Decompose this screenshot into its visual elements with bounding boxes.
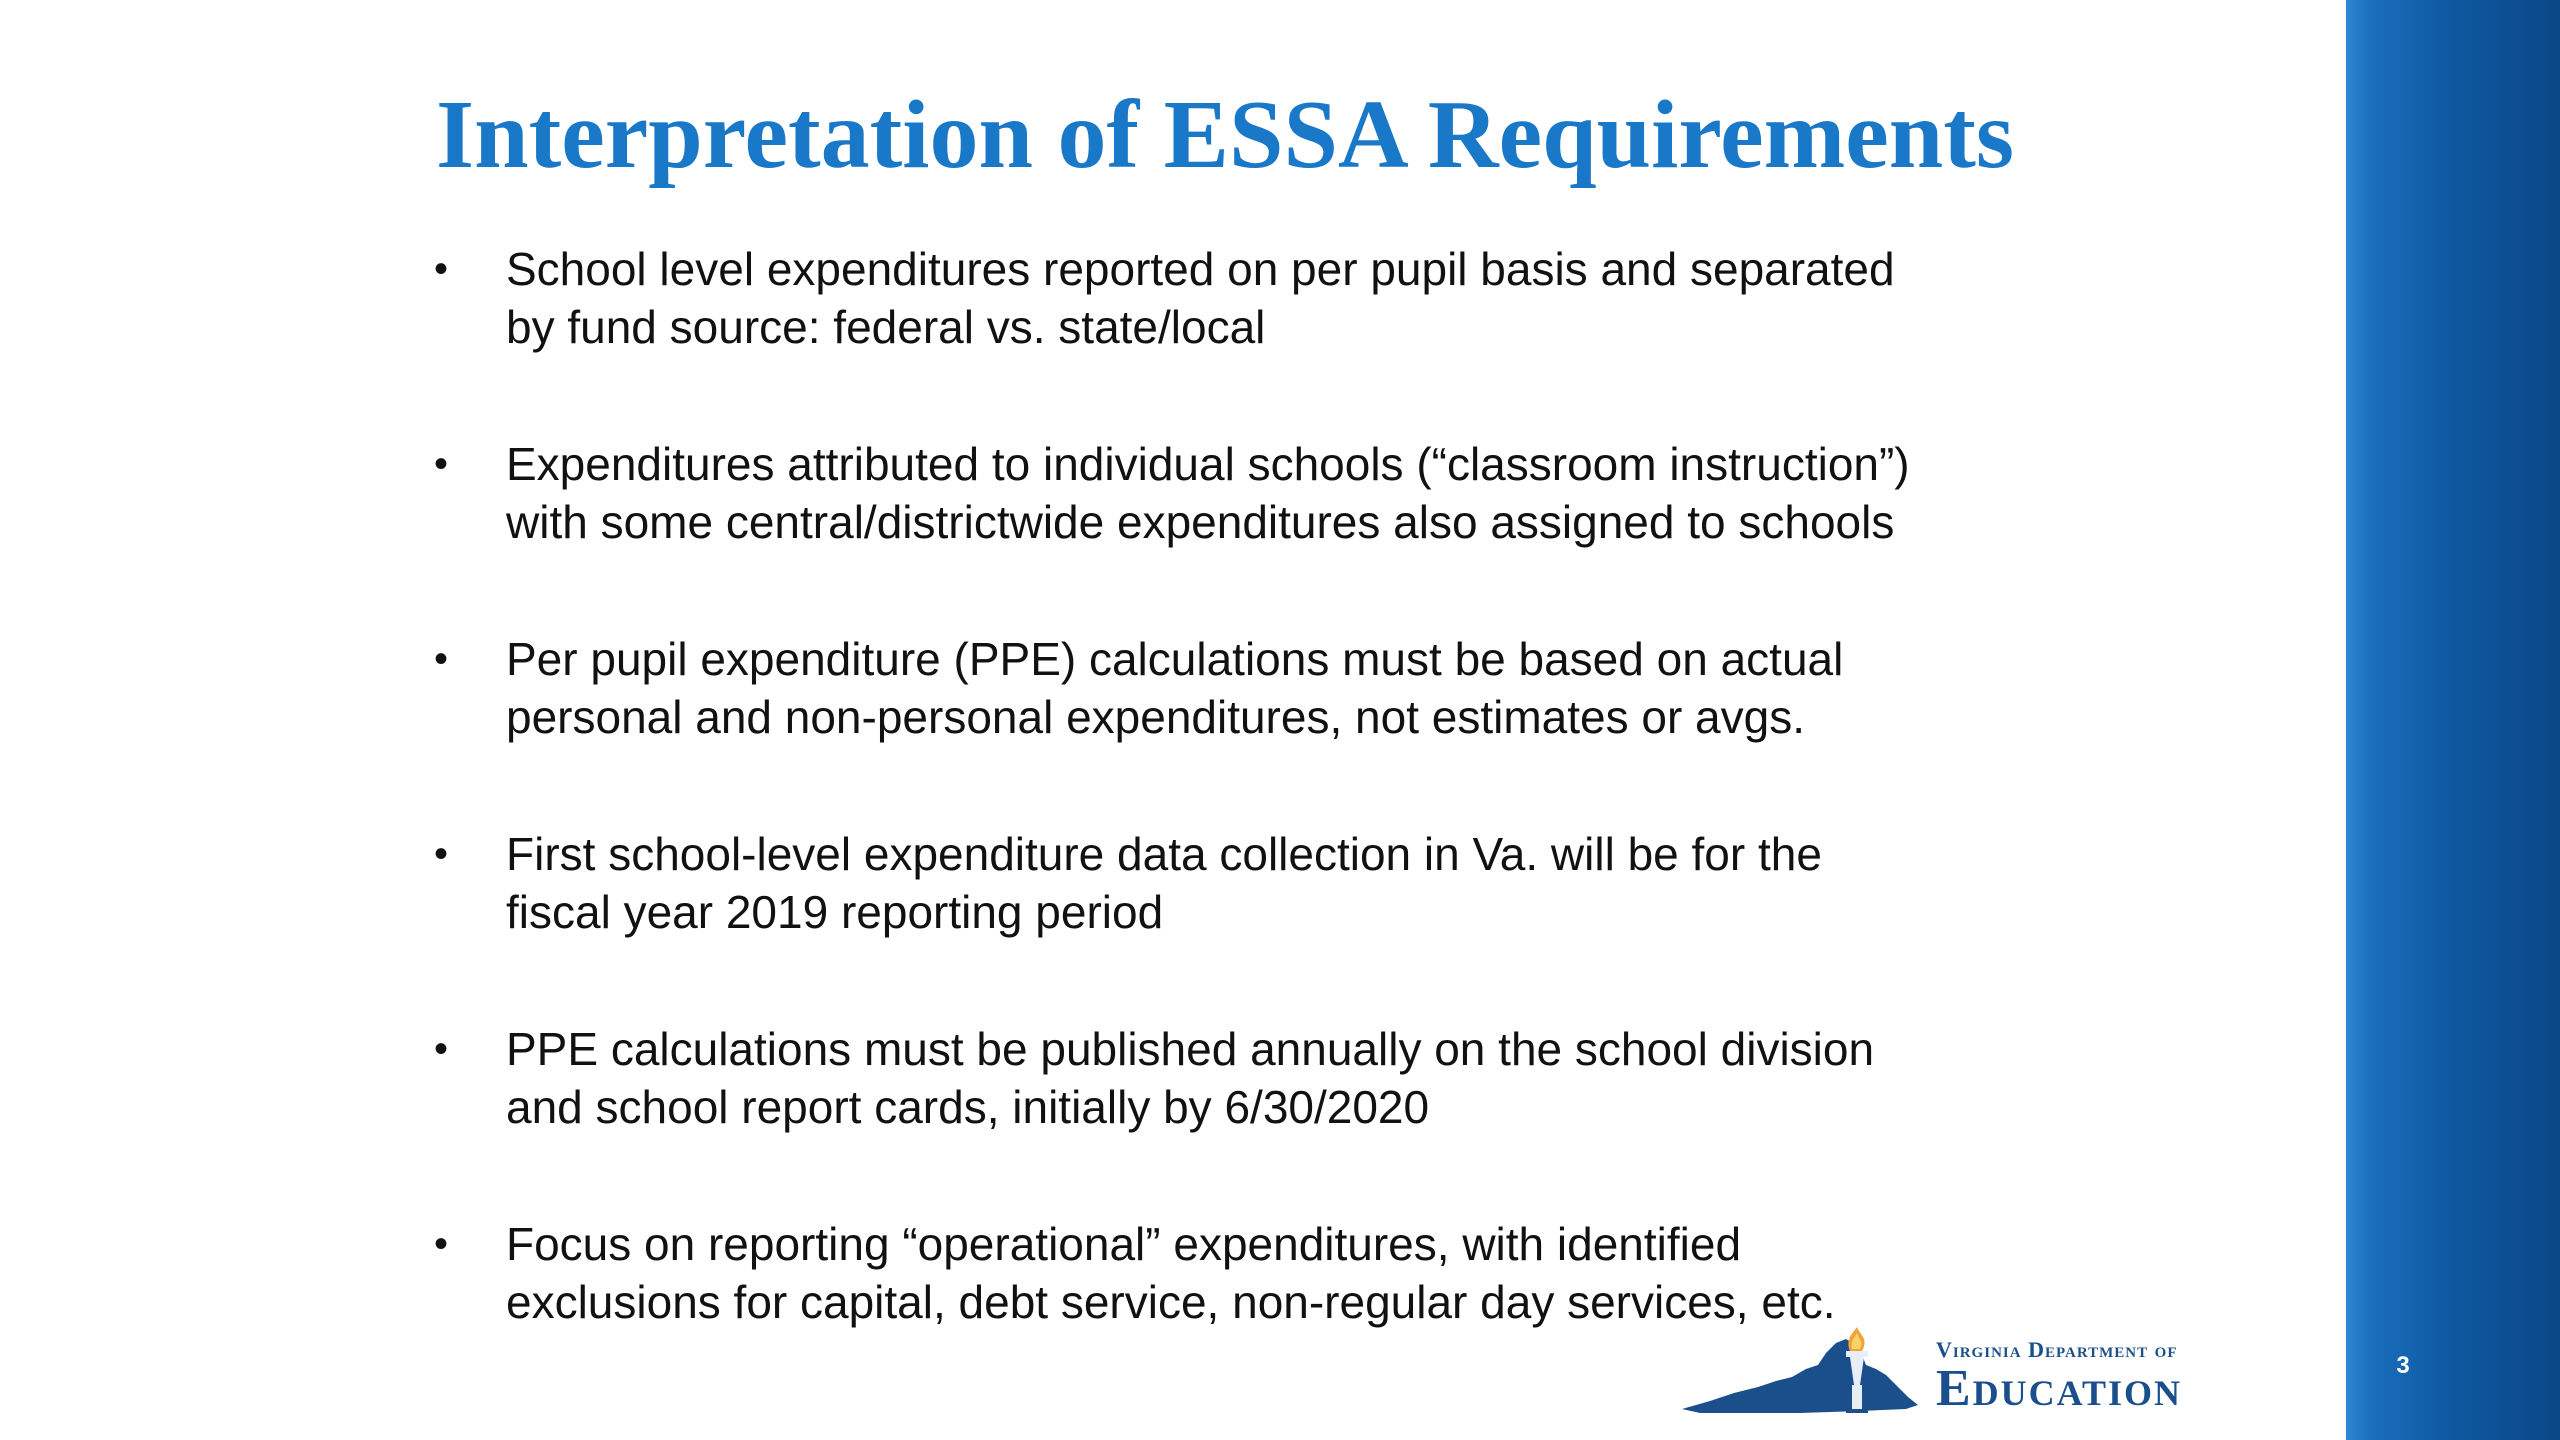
bullet-line: Per pupil expenditure (PPE) calculations must be based on actual (506, 633, 1844, 685)
bullet-item (430, 1215, 2030, 1331)
logo-line-education: Education (1936, 1360, 2183, 1417)
bullet-line: First school-level expenditure data collection in Va. will be for the (506, 828, 1822, 880)
bullet-line: with some central/districtwide expenditures also assigned to schools (506, 496, 1895, 548)
vdoe-logo (1680, 1325, 2320, 1425)
bullet-icon: • (434, 1222, 449, 1266)
bullet-icon: • (434, 832, 449, 876)
logo-line-department: Virginia Department of (1936, 1337, 2178, 1362)
bullet-item (430, 630, 2030, 746)
bullet-line: Focus on reporting “operational” expenditures, with identified (506, 1218, 1742, 1270)
bullet-icon: • (434, 637, 449, 681)
bullet-line: personal and non-personal expenditures, not estimates or avgs. (506, 691, 1806, 743)
bullet-line: School level expenditures reported on per pupil basis and separated (506, 243, 1895, 295)
bullet-icon: • (434, 442, 449, 486)
bullet-line: by fund source: federal vs. state/local (506, 301, 1266, 353)
bullet-line: exclusions for capital, debt service, non-regular day services, etc. (506, 1276, 1836, 1328)
bullet-line: Expenditures attributed to individual schools (“classroom instruction”) (506, 438, 1910, 490)
bullet-icon: • (434, 247, 449, 291)
virginia-state-torch-icon (1680, 1325, 1930, 1425)
bullet-list (430, 240, 2030, 1410)
bullet-icon: • (434, 1027, 449, 1071)
side-accent-bar (2346, 0, 2560, 1440)
slide-title: Interpretation of ESSA Requirements (436, 81, 2015, 189)
bullet-item (430, 240, 2030, 356)
bullet-item (430, 435, 2030, 551)
bullet-item (430, 825, 2030, 941)
bullet-item (430, 1020, 2030, 1136)
page-number: 3 (2396, 1352, 2410, 1379)
bullet-line: fiscal year 2019 reporting period (506, 886, 1164, 938)
bullet-line: and school report cards, initially by 6/30/2020 (506, 1081, 1430, 1133)
bullet-line: PPE calculations must be published annually on the school division (506, 1023, 1875, 1075)
